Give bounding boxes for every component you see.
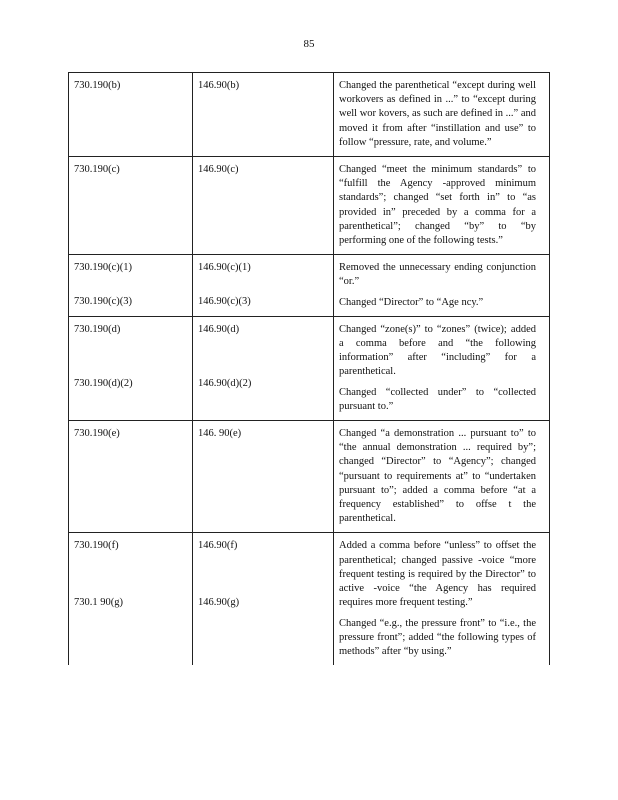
new-section-text-secondary: 146.90(c)(3) [198, 296, 251, 308]
description-cell: Changed “meet the minimum standards” to “fulfill the Agency -approved minimum standards”; changed “set forth in” to “as provided in” preceded by a comma for a parenthetical”; changed “by” to “by performing one of the following tests.” [334, 157, 550, 255]
new-section-cell [193, 533, 334, 665]
new-section-text-secondary: 146.90(d)(2) [198, 378, 252, 390]
new-section-cell: 146.90(b) [193, 73, 334, 157]
new-section-cell [193, 316, 334, 420]
description-text-secondary: Changed “Director” to “Age ncy.” [339, 296, 484, 308]
section-cell: 730.190(c) [69, 157, 193, 255]
new-section-cell [193, 255, 334, 317]
section-cell [69, 316, 193, 420]
section-cell: 730.190(b) [69, 73, 193, 157]
description-text: Added a comma before “unless” to offset the parenthetical; changed passive -voice “more frequent testing is required by the Director” to active -voice “the Agency has required requires more frequent testing.” [339, 540, 536, 609]
description-text: Removed the unnecessary ending conjunction “or.” [339, 262, 536, 288]
amendment-table [68, 72, 550, 665]
description-cell: Changed the parenthetical “except during well workovers as defined in ...” to “except during well wor kovers, as such are defined in ...” and moved it from after “instillation and use” to follow “pressure, rate, and volume.” [334, 73, 550, 157]
section-text: 730.190(d) [74, 323, 121, 335]
page-number: 85 [303, 38, 315, 50]
description-cell [334, 316, 550, 420]
amendment-table-container [68, 72, 549, 665]
table-row [69, 316, 550, 420]
new-section-text: 146.90(f) [198, 540, 238, 552]
description-cell [334, 255, 550, 317]
section-cell: 730.190(e) [69, 421, 193, 533]
description-text-secondary: Changed “collected under” to “collected pursuant to.” [339, 386, 536, 412]
section-text: 730.190(f) [74, 540, 119, 552]
new-section-cell: 146.90(c) [193, 157, 334, 255]
new-section-text: 146.90(d) [198, 323, 240, 335]
section-cell [69, 533, 193, 665]
description-text: Changed “zone(s)” to “zones” (twice); added a comma before and “the following information” after “including” for a parenthetical. [339, 323, 536, 378]
table-row [69, 157, 550, 255]
table-row [69, 421, 550, 533]
section-text-secondary: 730.190(d)(2) [74, 378, 133, 390]
description-cell: Changed “a demonstration ... pursuant to” to “the annual demonstration ... required by”; changed “Director” to “Agency”; changed “pursuant to requirements at” to “undertaken pursuant to”; added a comma before “at a frequency established” to offse t the parenthetical. [334, 421, 550, 533]
section-text-secondary: 730.190(c)(3) [74, 296, 133, 308]
table-row [69, 533, 550, 665]
table-row [69, 255, 550, 317]
new-section-text: 146.90(c)(1) [198, 262, 251, 274]
table-row [69, 73, 550, 157]
new-section-text-secondary: 146.90(g) [198, 596, 240, 608]
section-text-secondary: 730.1 90(g) [74, 596, 123, 608]
section-text: 730.190(c)(1) [74, 262, 133, 274]
section-cell [69, 255, 193, 317]
new-section-cell: 146. 90(e) [193, 421, 334, 533]
description-text-secondary: Changed “e.g., the pressure front” to “i.e., the pressure front”; added “the following types of methods” after “by using.” [339, 617, 536, 657]
description-cell [334, 533, 550, 665]
